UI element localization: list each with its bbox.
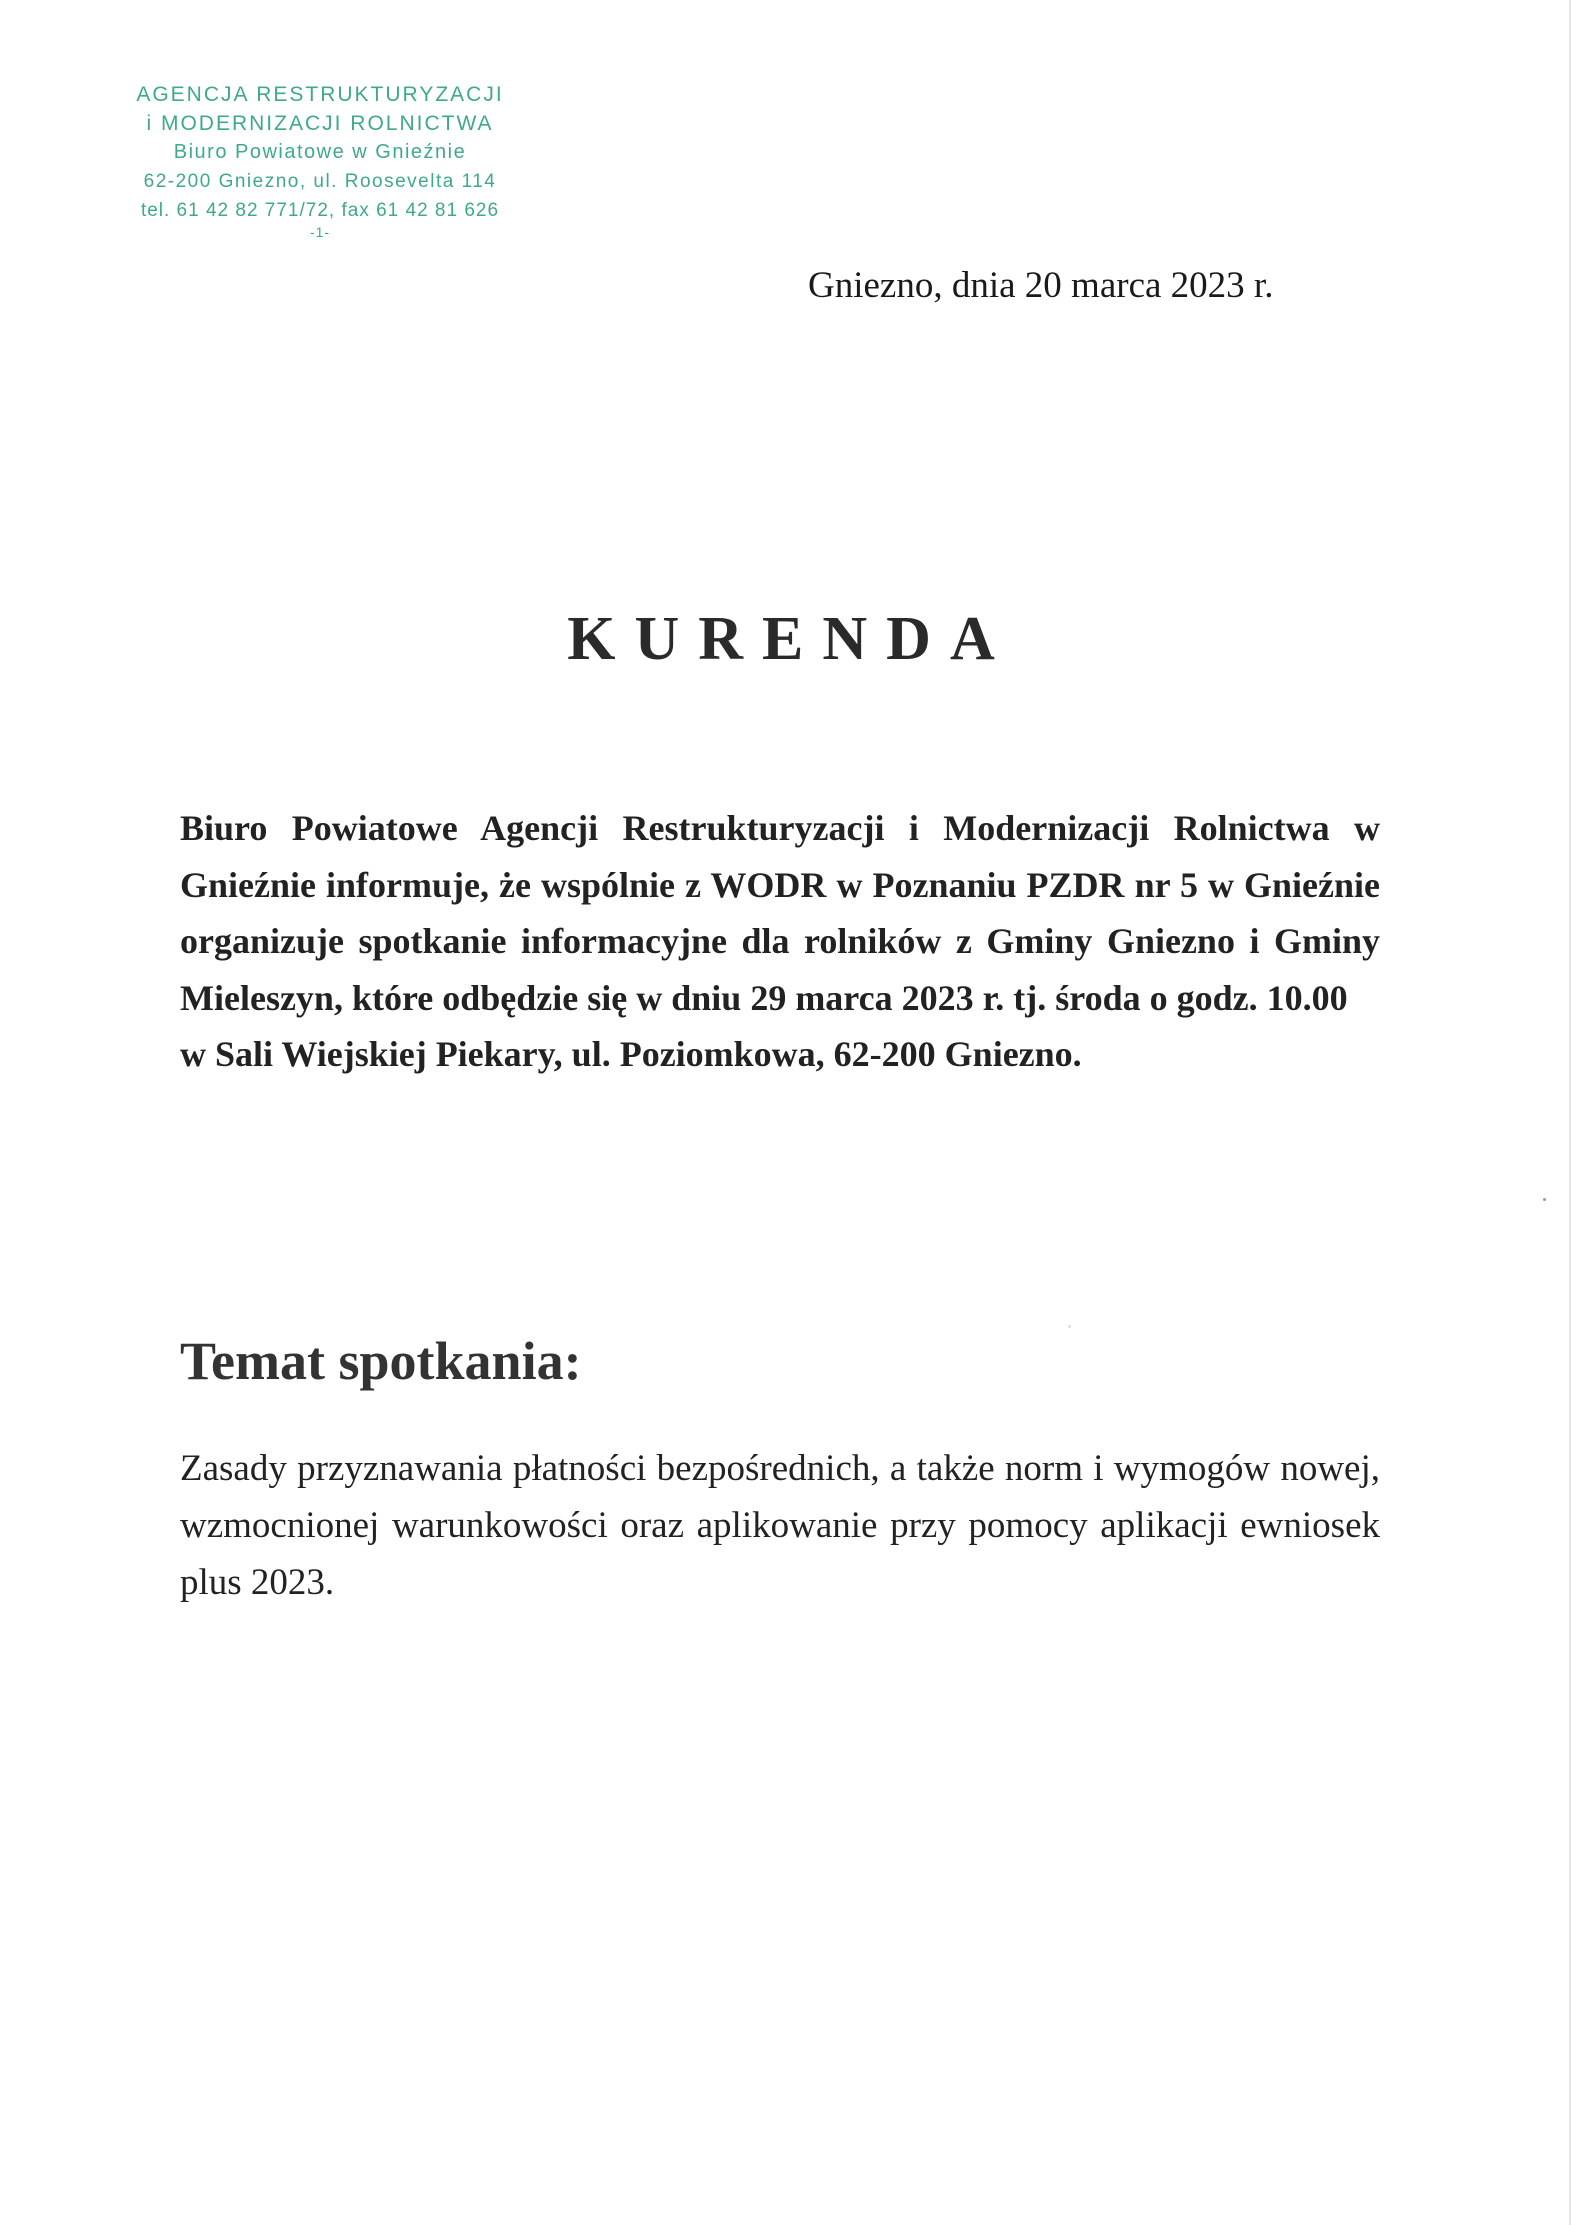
stamp-line-modernization: i MODERNIZACJI ROLNICTWA (146, 112, 494, 135)
document-title: KURENDA (567, 605, 1014, 673)
scan-speck (1068, 1325, 1071, 1328)
topic-text: Zasady przyznawania płatności bezpośrednich, a także norm i wymogów nowej, wzmocnionej warunkowości oraz aplikowanie przy pomocy aplikacji ewniosek plus 2023. (180, 1448, 1380, 1603)
stamp-line-phone: tel. 61 42 82 771/72, fax 61 42 81 626 (140, 200, 500, 221)
stamp-line-address: 62-200 Gniezno, ul. Roosevelta 114 (143, 171, 497, 192)
announcement-text: Biuro Powiatowe Agencji Restrukturyzacji i Modernizacji Rolnictwa w Gnieźnie informuje, że wspólnie z WODR w Poznaniu PZDR nr 5 w Gnieźnie organizuje spotkanie informacyjne dla rolników z Gminy Gniezno i Gminy Mieleszyn, które odbędzie się w dniu 29 marca 2023 r. tj. środa o godz. 10.00 (180, 808, 1380, 1018)
topic-heading: Temat spotkania: (180, 1331, 582, 1391)
office-stamp (100, 80, 540, 239)
stamp-line-number: -1- (309, 224, 331, 240)
announcement-paragraph (180, 800, 1380, 1083)
stamp-line-office: Biuro Powiatowe w Gnieźnie (173, 141, 467, 163)
document-date: Gniezno, dnia 20 marca 2023 r. (808, 265, 1274, 306)
stamp-line-agency: AGENCJA RESTRUKTURYZACJI (136, 83, 504, 106)
announcement-location: w Sali Wiejskiej Piekary, ul. Poziomkowa, 62-200 Gniezno. (180, 1034, 1082, 1074)
scan-speck (1543, 1198, 1546, 1201)
